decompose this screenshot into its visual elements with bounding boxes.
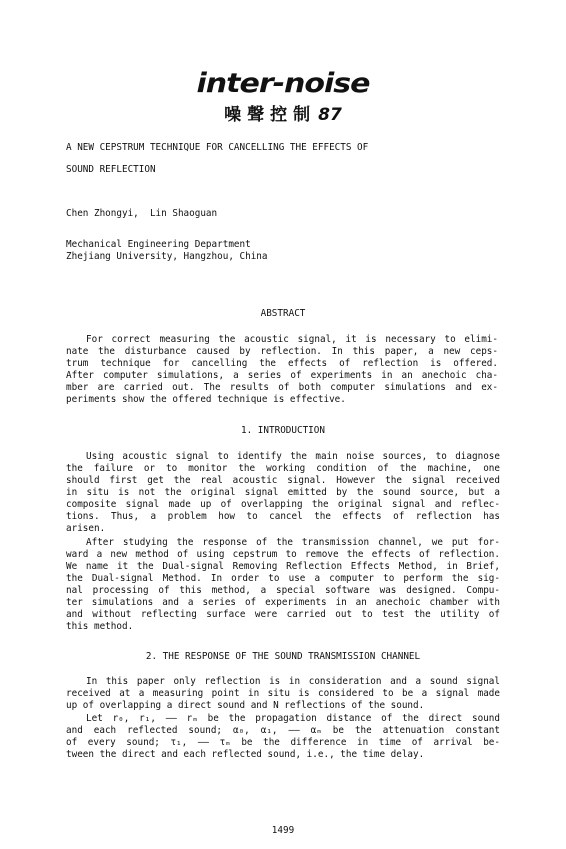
affiliation-line: Mechanical Engineering Department [66,239,251,250]
abstract-line: After computer simulations, a series of experiments in an anechoic cha- [66,370,498,381]
paper-title [66,142,506,176]
body-line: received at a measuring point in situ is considered to be a signal made [66,688,500,699]
logo-chinese-text: 噪聲控制 [224,105,317,125]
body-line: arisen. [66,523,106,534]
body-line: up of overlapping a direct sound and N reflections of the sound. [66,700,425,711]
body-line: the Dual-signal Method. In order to use a computer to perform the sig- [66,573,500,584]
title-line: A NEW CEPSTRUM TECHNIQUE FOR CANCELLING THE EFFECTS OF [66,142,369,153]
abstract-line: trum technique for cancelling the effects of reflection is offered. [66,358,498,369]
abstract-line: mber are carried out. The results of both computer simulations and ex- [66,382,498,393]
body-line: In this paper only reflection is in consideration and a sound signal [86,676,500,687]
affiliation-line: Zhejiang University, Hangzhou, China [66,251,268,262]
body-line: the failure or to monitor the working condition of the machine, one [66,463,500,474]
body-line: ter simulations and a series of experiments in an anechoic chamber with [66,597,500,608]
body-line: composite signal made up of overlapping the original signal and reflec- [66,499,500,510]
body-line: this method. [66,621,134,632]
author-names: Chen Zhongyi, Lin Shaoguan [66,208,218,219]
response-paragraph-1 [66,676,500,712]
section-heading-introduction: 1. INTRODUCTION [241,425,325,436]
body-line: in situ is not the original signal emitted by the sound source, but a [66,487,500,498]
body-line: tions. Thus, a problem how to cancel the effects of reflection has [66,511,500,522]
body-line: Let r₀, r₁, —— rₘ be the propagation distance of the direct sound [86,713,500,724]
body-line: Using acoustic signal to identify the main noise sources, to diagnose [86,451,500,462]
body-line: should first get the real acoustic signal. However the signal received [66,475,500,486]
body-line: ward a new method of using cepstrum to remove the effects of reflection. [66,549,500,560]
abstract-line: nate the disturbance caused by reflection. In this paper, a new ceps- [66,346,498,357]
abstract-heading: ABSTRACT [260,308,306,319]
body-line: We name it the Dual-signal Removing Reflection Effects Method, in Brief, [66,561,500,572]
introduction-paragraph-1 [66,451,500,535]
conference-logo: inter-noise [196,67,370,100]
abstract-line: For correct measuring the acoustic signal, it is necessary to elimi- [86,334,498,345]
introduction-paragraph-2 [66,537,500,633]
abstract-line: periments show the offered technique is effective. [66,394,346,405]
response-paragraph-2 [66,713,500,761]
page-number: 1499 [271,825,295,836]
body-line: of every sound; τ₁, —— τₘ be the difference in time of arrival be- [66,737,500,748]
title-line: SOUND REFLECTION [66,164,156,175]
body-line: tween the direct and each reflected sound, i.e., the time delay. [66,749,425,760]
section-heading-response: 2. THE RESPONSE OF THE SOUND TRANSMISSION CHANNEL [145,651,421,662]
body-line: and each reflected sound; α₀, α₁, —— αₘ be the attenuation constant [66,725,500,736]
body-line: and without reflecting surface were carried out to test the utility of [66,609,500,620]
abstract-body [66,334,498,406]
conference-logo-subtitle [0,100,566,125]
authors [66,208,506,220]
logo-year: 87 [318,105,342,125]
body-line: After studying the response of the transmission channel, we put for- [86,537,500,548]
affiliation [66,239,506,263]
body-line: nal processing of this method, a special software was designed. Compu- [66,585,500,596]
